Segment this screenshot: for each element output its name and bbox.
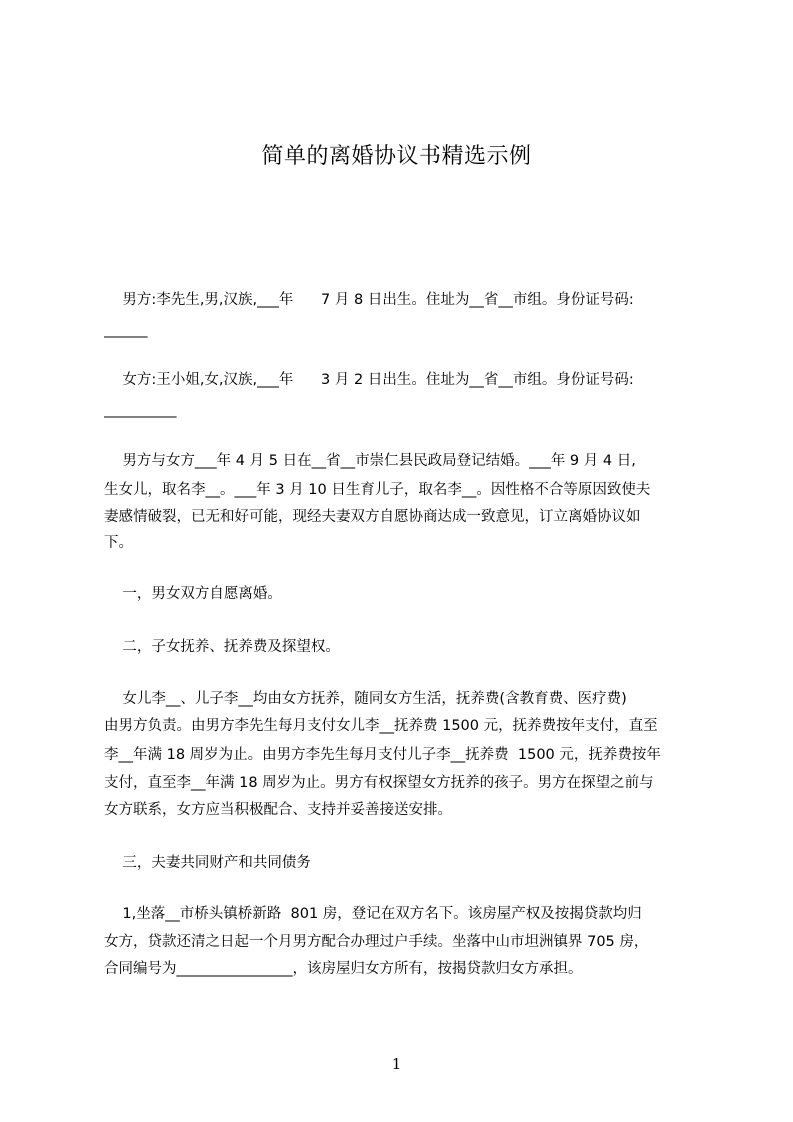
document-title: 简单的离婚协议书精选示例 <box>261 144 532 169</box>
custody-paragraph-line: 支付，直至李__年满 18 周岁为止。男方有权探望女方抚养的孩子。男方在探望之前与 <box>104 775 654 791</box>
custody-paragraph-line: 由男方负责。由男方李先生每月支付女儿李__抚养费 1500 元，抚养费按年支付，直至 <box>104 718 658 734</box>
document-body <box>104 0 696 1122</box>
male-id-number-blank: ______ <box>104 322 148 338</box>
intro-paragraph-line: 妻感情破裂，已无和好可能，现经夫妻双方自愿协商达成一致意见，订立离婚协议如 <box>104 509 641 525</box>
section-heading-divorce: 一，男女双方自愿离婚。 <box>104 586 282 602</box>
intro-paragraph-line: 男方与女方___年 4 月 5 日在__省__市崇仁县民政局登记结婚。___年 9 月 4 日, <box>104 453 636 469</box>
section-heading-property: 三，夫妻共同财产和共同债务 <box>104 855 311 871</box>
property-paragraph-line: 女方，贷款还清之日起一个月男方配合办理过户手续。坐落中山市坦洲镇界 705 房， <box>104 934 649 950</box>
custody-paragraph-line: 李__年满 18 周岁为止。由男方李先生每月支付儿子李__抚养费 1500 元，抚养费按年 <box>104 747 661 763</box>
female-id-number-blank: __________ <box>104 402 177 418</box>
page-number: 1 <box>391 1055 402 1073</box>
property-paragraph-line: 合同编号为________________，该房屋归女方所有，按揭贷款归女方承担。 <box>104 961 583 977</box>
section-heading-custody: 二，子女抚养、抚养费及探望权。 <box>104 639 340 655</box>
intro-paragraph-line: 生女儿，取名李__。___年 3 月 10 日生育儿子，取名李__。因性格不合等原因致使夫 <box>104 482 651 498</box>
female-party-line: 女方:王小姐,女,汉族,___年 3 月 2 日出生。住址为__省__市组。身份证号码: <box>104 372 634 388</box>
custody-paragraph-line: 女方联系，女方应当积极配合、支持并妥善接送安排。 <box>104 802 452 818</box>
property-paragraph-line: 1,坐落__市桥头镇桥新路 801 房，登记在双方名下。该房屋产权及按揭贷款均归 <box>104 906 642 922</box>
custody-paragraph-line: 女儿李__、儿子李__均由女方抚养，随同女方生活，抚养费(含教育费、医疗费) <box>104 691 627 707</box>
intro-paragraph-line: 下。 <box>104 535 133 551</box>
male-party-line: 男方:李先生,男,汉族,___年 7 月 8 日出生。住址为__省__市组。身份证号码: <box>104 292 634 308</box>
